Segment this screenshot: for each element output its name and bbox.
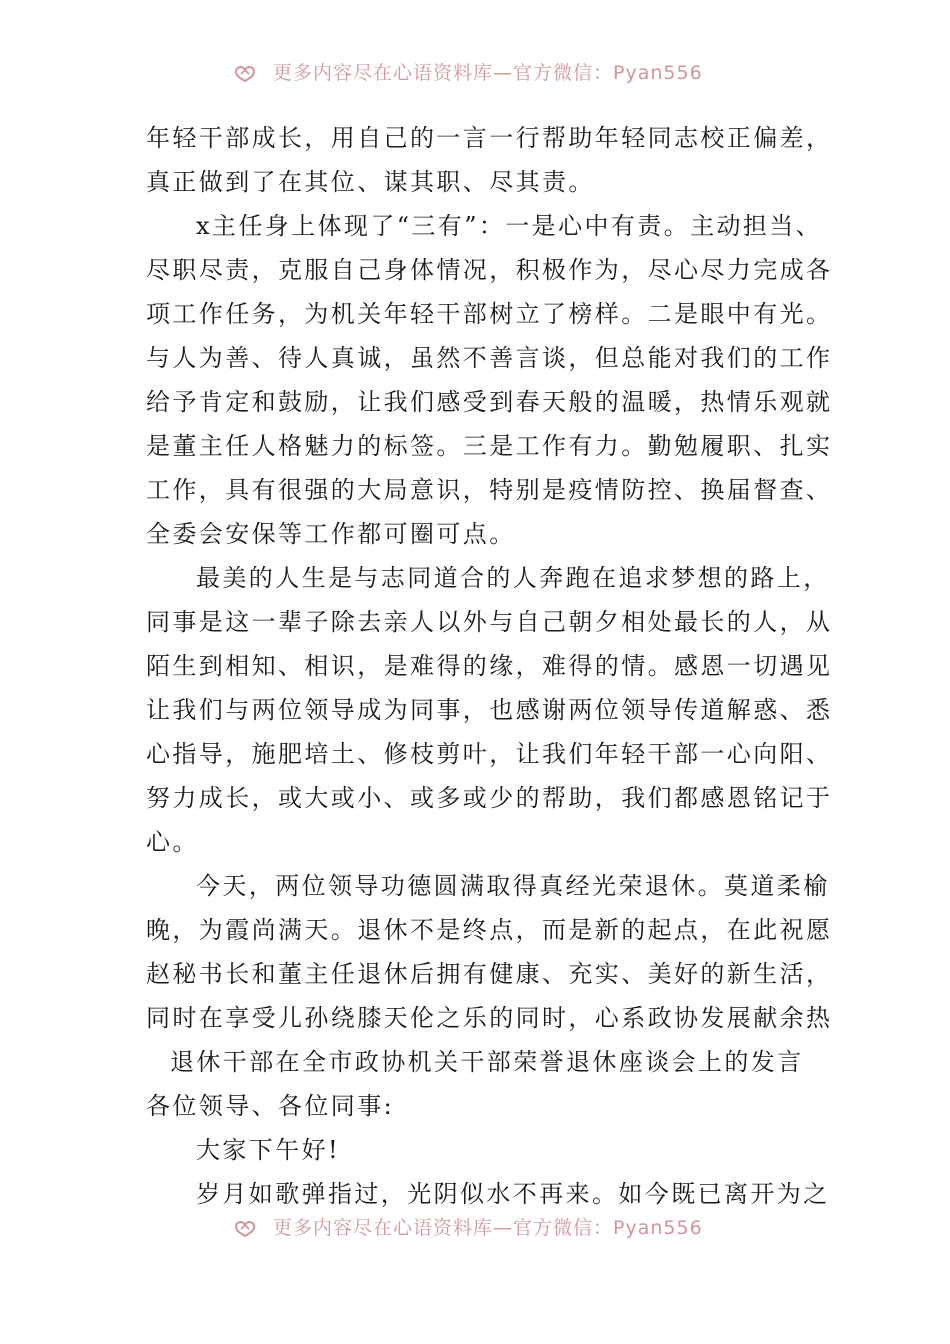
document-title: 退休干部在全市政协机关干部荣誉退休座谈会上的发言 — [170, 1048, 804, 1076]
text-line: 与人为善、待人真诚，虽然不善言谈，但总能对我们的工作 — [146, 344, 833, 372]
text-line: 全委会安保等工作都可圈可点。 — [146, 520, 516, 548]
text-line: 大家下午好! — [196, 1136, 341, 1164]
watermark-top — [0, 50, 950, 84]
text-line: 是董主任人格魅力的标签。三是工作有力。勤勉履职、扎实 — [146, 432, 833, 460]
text-line: 工作，具有很强的大局意识，特别是疫情防控、换届督查、 — [146, 476, 833, 504]
text-line: 项工作任务，为机关年轻干部树立了榜样。二是眼中有光。 — [146, 300, 833, 328]
text-line: x主任身上体现了“三有”：一是心中有责。主动担当、 — [196, 212, 823, 240]
text-line: 同事是这一辈子除去亲人以外与自己朝夕相处最长的人，从 — [146, 608, 833, 636]
text-line: 陌生到相知、相识，是难得的缘，难得的情。感恩一切遇见 — [146, 652, 833, 680]
heart-logo-icon — [232, 62, 260, 82]
text-line: 让我们与两位领导成为同事，也感谢两位领导传道解惑、悉 — [146, 696, 833, 724]
text-line: 最美的人生是与志同道合的人奔跑在追求梦想的路上， — [196, 564, 830, 592]
watermark-text: 更多内容尽在心语资料库—官方微信：Pyan556 — [273, 62, 703, 84]
text-line: 各位领导、各位同事: — [146, 1092, 395, 1120]
text-line: 尽职尽责，克服自己身体情况，积极作为，尽心尽力完成各 — [146, 256, 833, 284]
text-line: 努力成长，或大或小、或多或少的帮助，我们都感恩铭记于 — [146, 784, 833, 812]
watermark-text: 更多内容尽在心语资料库—官方微信：Pyan556 — [273, 1217, 703, 1239]
text-line: 赵秘书长和董主任退休后拥有健康、充实、美好的新生活， — [146, 960, 833, 988]
text-line: 心。 — [146, 828, 199, 856]
watermark-bottom — [0, 1205, 950, 1239]
document-body — [146, 116, 833, 1216]
text-line: 给予肯定和鼓励，让我们感受到春天般的温暖，热情乐观就 — [146, 388, 833, 416]
heart-logo-icon — [232, 1217, 260, 1237]
text-line: 今天，两位领导功德圆满取得真经光荣退休。莫道柔榆 — [196, 872, 830, 900]
text-line: 岁月如歌弹指过，光阴似水不再来。如今既已离开为之 — [196, 1180, 830, 1208]
text-line: 晚，为霞尚满天。退休不是终点，而是新的起点，在此祝愿 — [146, 916, 833, 944]
text-line: 真正做到了在其位、谋其职、尽其责。 — [146, 168, 595, 196]
text-line: 心指导，施肥培土、修枝剪叶，让我们年轻干部一心向阳、 — [146, 740, 833, 768]
text-line: 年轻干部成长，用自己的一言一行帮助年轻同志校正偏差， — [146, 124, 833, 152]
text-line: 同时在享受儿孙绕膝天伦之乐的同时，心系政协发展献余热 — [146, 1004, 833, 1032]
